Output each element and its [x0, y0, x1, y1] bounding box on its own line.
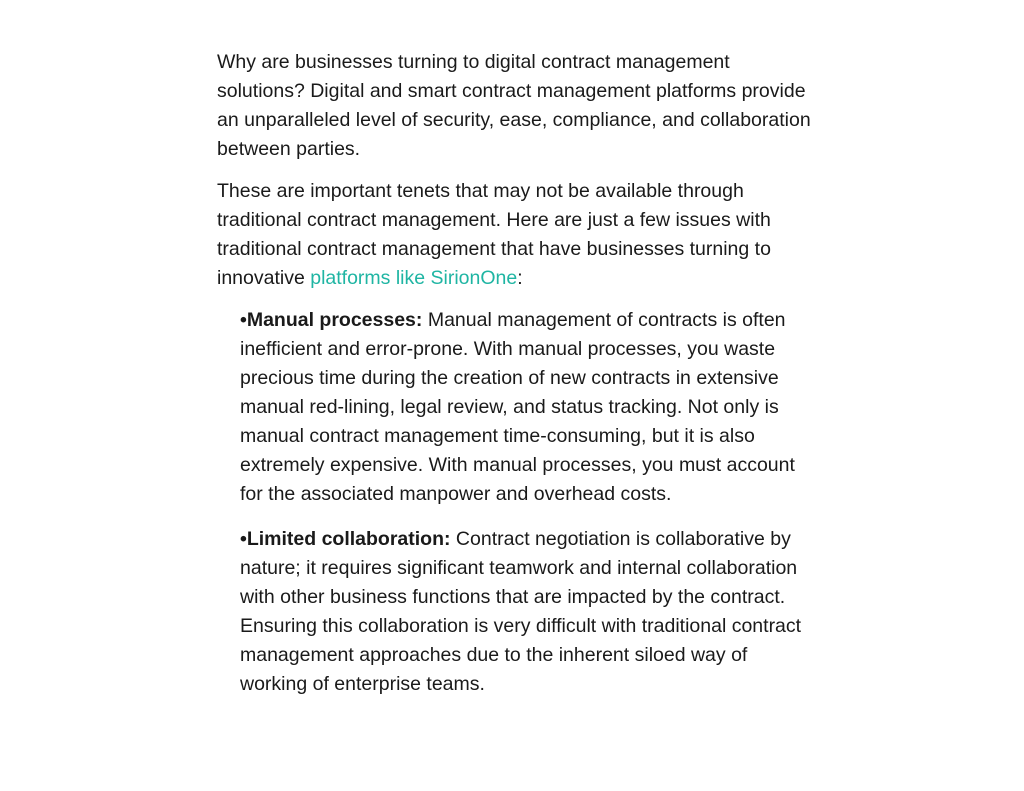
intro-paragraph: [217, 48, 817, 164]
bullet-title: Limited collaboration:: [246, 528, 451, 550]
sirionone-link[interactable]: platforms like SirionOne: [310, 267, 518, 289]
tenets-paragraph-text: These are important tenets that may not be available through traditional contract management. Here are just a few issues with traditional contract management that have businesses turning to innovative: [217, 180, 771, 289]
tenets-paragraph-suffix: :: [517, 267, 523, 289]
bullet-text: Manual management of contracts is often inefficient and error-prone. With manual processes, you waste precious time during the creation of new contracts in extensive manual red-lining, legal review, and status tracking. Not only is manual contract management time-consuming, but it is also extremely expensive. With manual processes, you must account for the associated manpower and overhead costs.: [240, 309, 795, 505]
tenets-paragraph: [217, 177, 817, 293]
article-body: [217, 48, 817, 715]
bullet-icon: •: [240, 528, 247, 550]
bullet-icon: •: [240, 309, 247, 331]
list-item-limited-collaboration: [240, 525, 810, 699]
list-item-manual-processes: [240, 306, 810, 509]
bullet-text: Contract negotiation is collaborative by nature; it requires significant teamwork and internal collaboration with other business functions that are impacted by the contract. Ensuring this collaboration is very difficult with traditional contract management approaches due to the inherent siloed way of working of enterprise teams.: [240, 528, 802, 695]
bullet-title: Manual processes:: [246, 309, 423, 331]
issues-list: [217, 306, 817, 699]
intro-paragraph-text: Why are businesses turning to digital contract management solutions? Digital and smart contract management platforms provide an unparalleled level of security, ease, compliance, and collaboration between parties.: [217, 51, 811, 160]
